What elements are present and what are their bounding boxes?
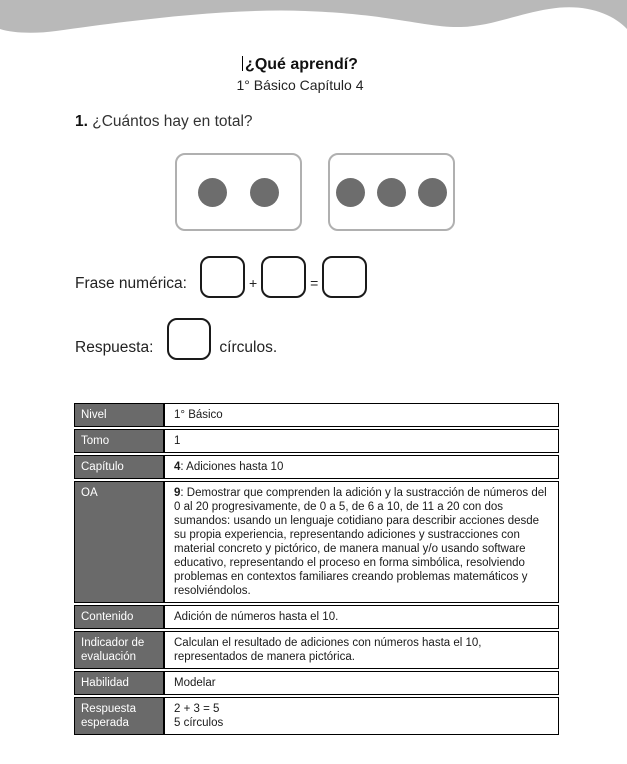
circle-dot [198,178,227,207]
capitulo-text: : Adiciones hasta 10 [180,461,284,473]
row-value-habilidad: Modelar [164,671,559,695]
table-row [74,403,559,427]
page-title-text: ¿Qué aprendí? [245,56,358,73]
table-row [74,671,559,695]
indicador-line-1: Calculan el resultado de adiciones con números hasta el 10, [174,637,482,649]
row-label-respuesta-esperada: Respuesta esperada [74,697,164,735]
number-sentence-label: Frase numérica: [75,275,187,292]
capitulo-number: 4 [174,461,181,473]
row-label-indicador: Indicador de evaluación [74,631,164,669]
circle-group-box-1 [175,153,302,231]
page-title [0,55,600,75]
row-label-habilidad: Habilidad [74,671,164,695]
circle-dot [336,178,365,207]
oa-number: 9 [174,487,181,499]
row-value-contenido: Adición de números hasta el 10. [164,605,559,629]
row-value-respuesta-esperada [164,697,559,735]
text-cursor [242,56,243,71]
table-row [74,429,559,453]
number-sentence-row [75,255,367,298]
header [0,55,600,93]
answer-label: Respuesta: [75,339,154,356]
answer-suffix: círculos. [219,339,278,356]
sum-box[interactable] [322,256,367,298]
table-row [74,697,559,735]
top-wave-decoration [0,0,627,40]
question-number: 1. [75,113,88,130]
row-label-capitulo: Capítulo [74,455,164,479]
table-row [74,455,559,479]
table-row [74,631,559,669]
indicador-line-2: representados de manera pictórica. [174,651,355,663]
table-row [74,481,559,603]
circle-dot [377,178,406,207]
circle-dot [418,178,447,207]
respuesta-line-1: 2 + 3 = 5 [174,703,220,715]
row-label-contenido: Contenido [74,605,164,629]
question-1 [75,113,253,131]
respuesta-line-2: 5 círculos [174,717,224,729]
row-value-nivel: 1° Básico [164,403,559,427]
row-value-indicador [164,631,559,669]
row-value-tomo: 1 [164,429,559,453]
answer-box[interactable] [167,318,211,360]
addend-2-box[interactable] [261,256,306,298]
oa-text: : Demostrar que comprenden la adición y la sustracción de números del 0 al 20 progresivamente, de 0 a 5, de 6 a 10, de 11 a 20 con dos sumandos: usando un lenguaje cotidiano para describir acciones desde su propia experiencia, representando adiciones y sustracciones con material concreto y pictórico, de manera manual y/o usando software educativo, representando el proceso en forma simbólica, resolviendo problemas en contextos familiares creando problemas matemáticos y resolviéndolos. [174,487,547,597]
row-value-oa [164,481,559,603]
addend-1-box[interactable] [200,256,245,298]
equals-sign: = [310,275,319,291]
row-label-nivel: Nivel [74,403,164,427]
circle-group-box-2 [328,153,455,231]
page-subtitle: 1° Básico Capítulo 4 [236,77,364,93]
lesson-info-table [74,401,559,737]
row-label-oa: OA [74,481,164,603]
row-label-tomo: Tomo [74,429,164,453]
question-text: ¿Cuántos hay en total? [92,113,253,130]
plus-sign: + [248,275,258,291]
row-value-capitulo [164,455,559,479]
answer-row [75,318,277,360]
circle-dot [250,178,279,207]
table-row [74,605,559,629]
